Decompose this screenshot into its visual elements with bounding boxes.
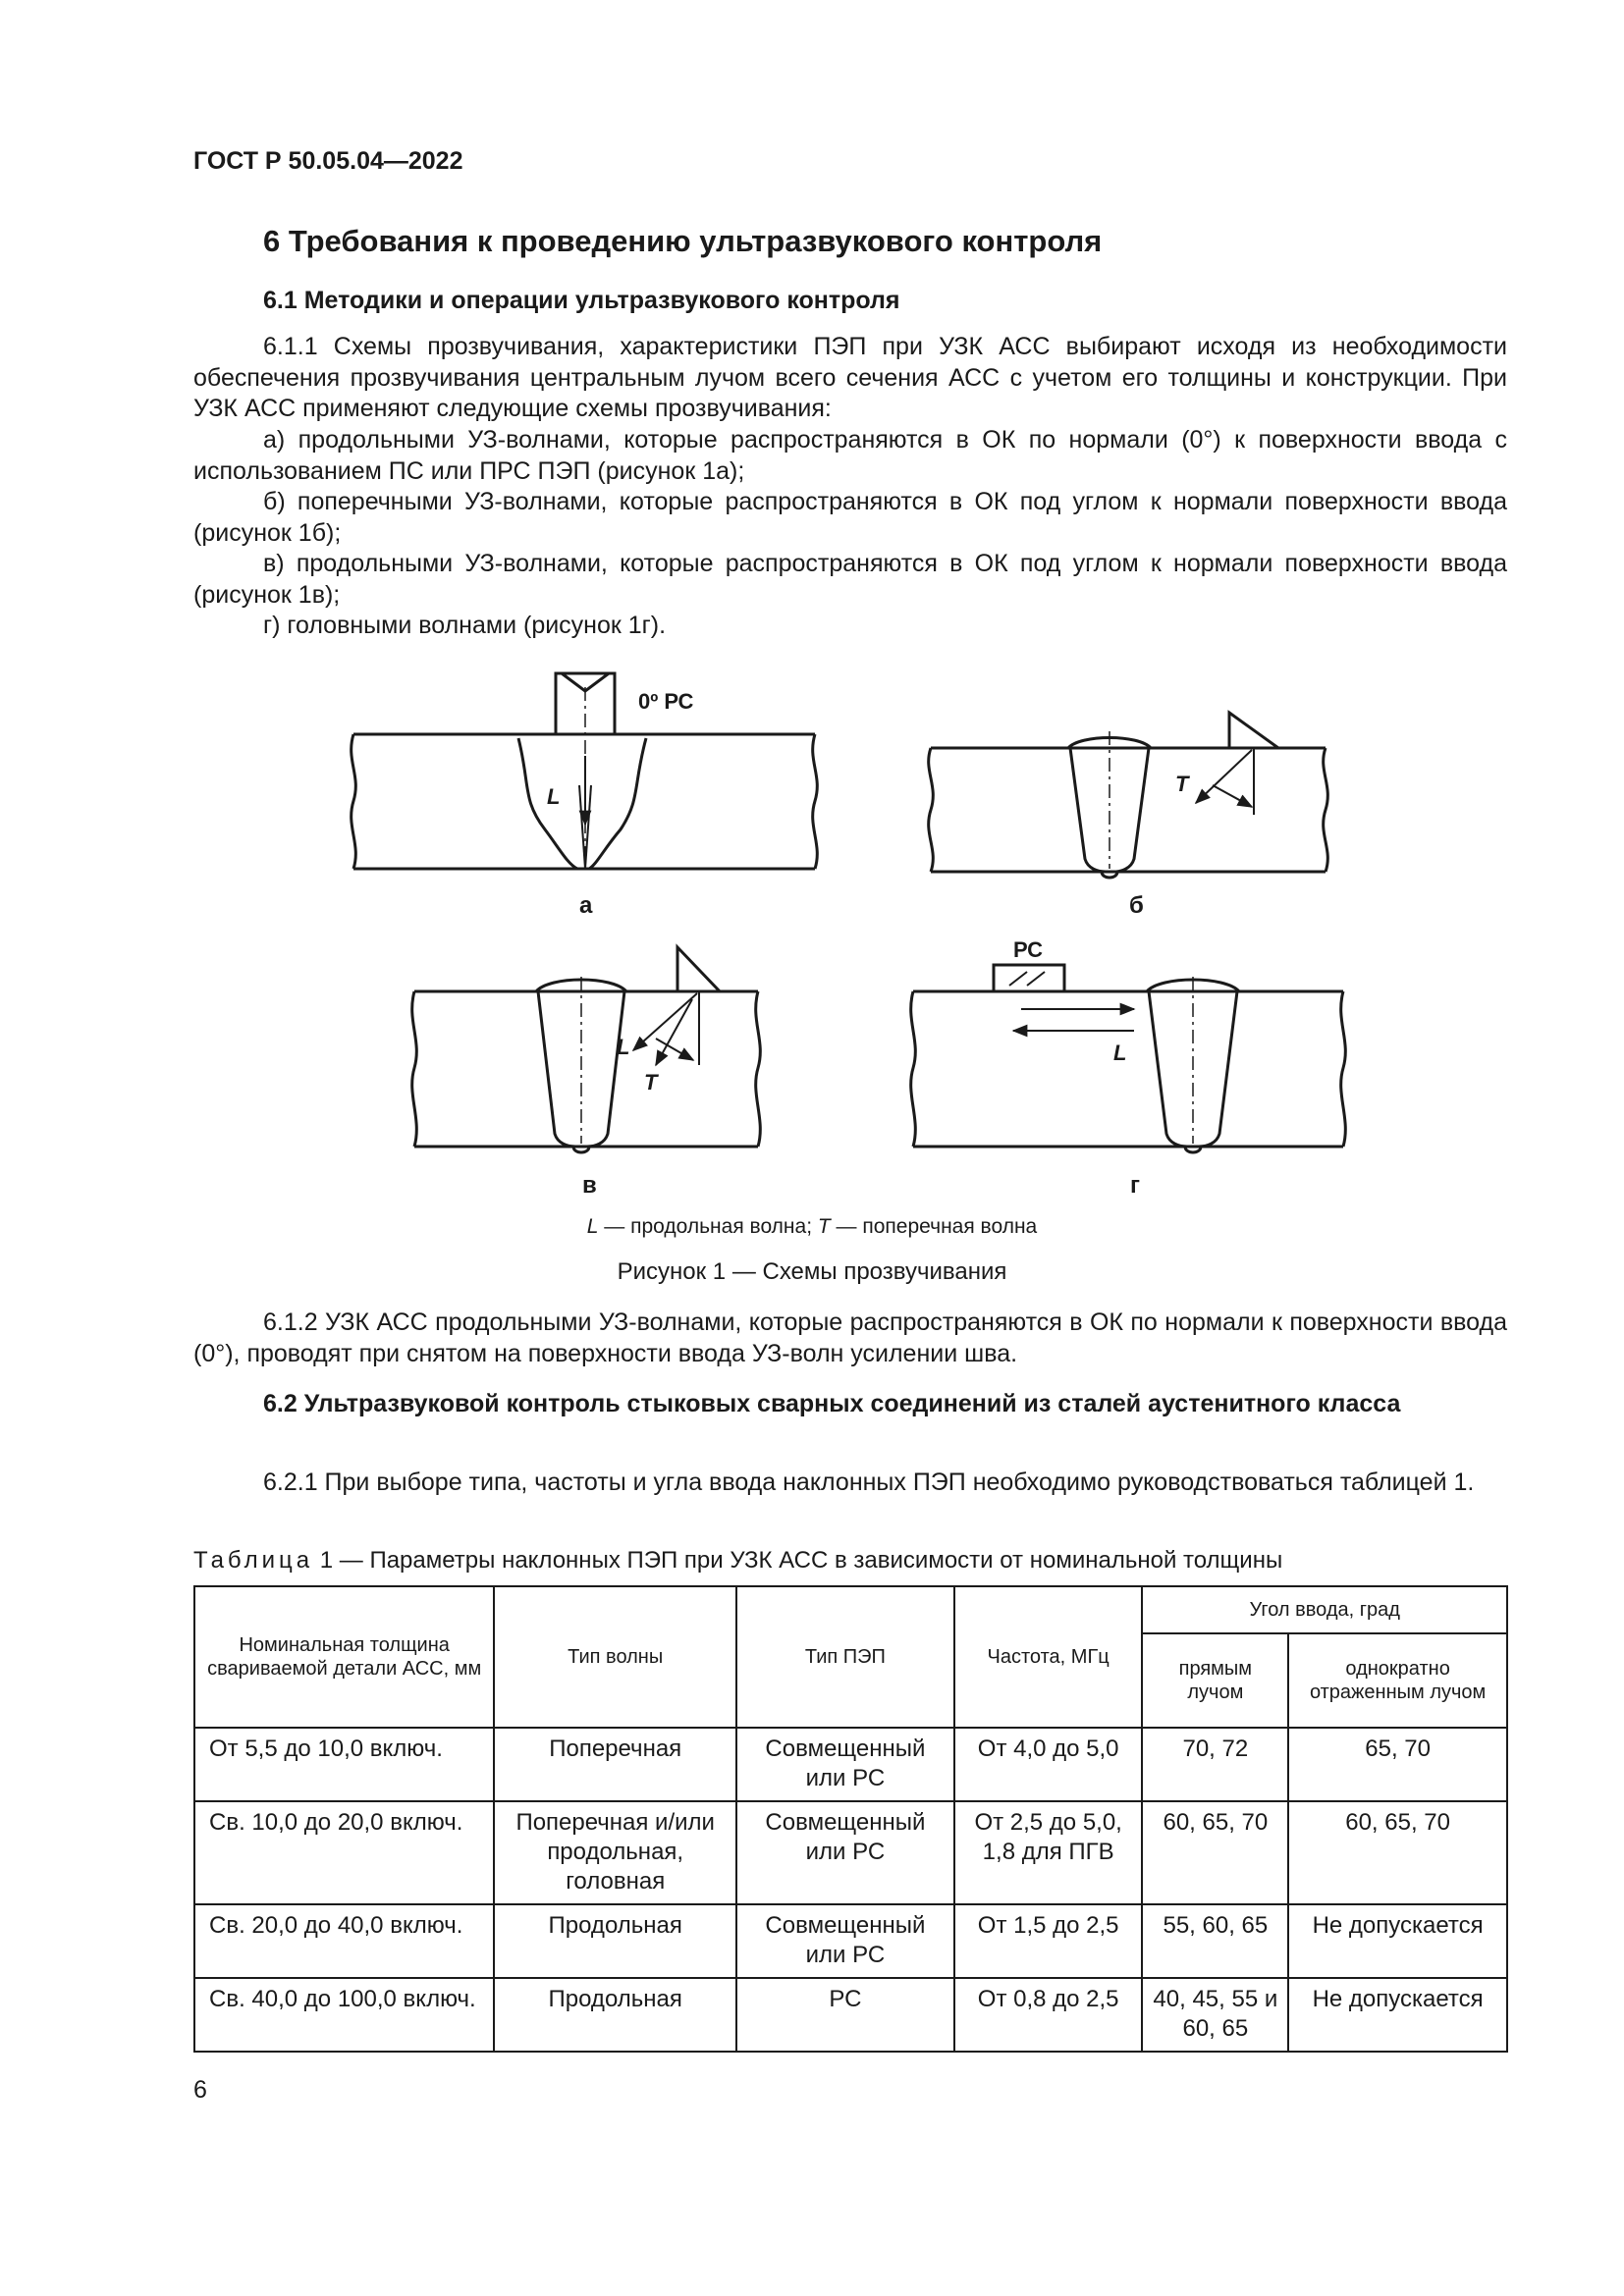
table-1 bbox=[193, 1585, 1508, 2053]
cell-direct: 70, 72 bbox=[1142, 1728, 1288, 1801]
cell-freq: От 2,5 до 5,0, 1,8 для ПГВ bbox=[954, 1801, 1143, 1904]
cell-thickness: Св. 40,0 до 100,0 включ. bbox=[194, 1978, 494, 2052]
scheme-g-plate bbox=[911, 980, 1346, 1152]
paragraph-6-2-1: 6.2.1 При выборе типа, частоты и угла ввода наклонных ПЭП необходимо руководствоваться таблицей 1. bbox=[263, 1468, 1475, 1496]
paragraph-6-1-2: 6.1.2 УЗК АСС продольными УЗ-волнами, которые распространяются в ОК по нормали к поверхности ввода (0°), проводят при снятом на поверхности ввода УЗ-волн усилении шва. bbox=[193, 1308, 1507, 1367]
wave-label-g-L: L bbox=[1113, 1041, 1127, 1065]
cell-freq: От 4,0 до 5,0 bbox=[954, 1728, 1143, 1801]
table-row bbox=[194, 1801, 1507, 1904]
list-item-b: б) поперечными УЗ-волнами, которые распространяются в ОК под углом к нормали поверхности ввода (рисунок 1б); bbox=[193, 488, 1507, 547]
cell-freq: От 0,8 до 2,5 bbox=[954, 1978, 1143, 2052]
figure-caption: Рисунок 1 — Схемы прозвучивания bbox=[617, 1258, 1007, 1285]
cell-freq: От 1,5 до 2,5 bbox=[954, 1904, 1143, 1978]
document-code: ГОСТ Р 50.05.04—2022 bbox=[193, 147, 463, 175]
cell-wave: Поперечная и/или продольная, головная bbox=[494, 1801, 736, 1904]
list-item-v: в) продольными УЗ-волнами, которые распространяются в ОК под углом к нормали поверхности ввода (рисунок 1в); bbox=[193, 550, 1507, 609]
subsection-title-6-2: 6.2 Ультразвуковой контроль стыковых сварных соединений из сталей аустенитного класса bbox=[263, 1390, 1401, 1417]
paragraph-6-1-1: 6.1.1 Схемы прозвучивания, характеристики ПЭП при УЗК АСС выбирают исходя из необходимости обеспечения прозвучивания центральным лучом всего сечения АСС с учетом его толщины и конструкции. При УЗК АСС применяют следующие схемы прозвучивания: bbox=[193, 333, 1507, 422]
list-item-g: г) головными волнами (рисунок 1г). bbox=[263, 612, 667, 639]
cell-pep: Совмещенный или РС bbox=[736, 1904, 954, 1978]
cell-pep: РС bbox=[736, 1978, 954, 2052]
header-wave-type: Тип волны bbox=[494, 1586, 736, 1728]
scheme-label-a: а bbox=[579, 892, 593, 919]
header-reflected-beam: однократно отраженным лучом bbox=[1288, 1633, 1507, 1728]
figure-legend: L — продольная волна; T — поперечная волна bbox=[586, 1215, 1038, 1238]
probe-label-rs: РС bbox=[1013, 937, 1044, 962]
header-frequency: Частота, МГц bbox=[954, 1586, 1143, 1728]
cell-reflected: 60, 65, 70 bbox=[1288, 1801, 1507, 1904]
cell-wave: Продольная bbox=[494, 1904, 736, 1978]
page-number: 6 bbox=[193, 2076, 207, 2104]
cell-reflected: 65, 70 bbox=[1288, 1728, 1507, 1801]
scheme-v-plate bbox=[412, 980, 761, 1152]
probe-label-0-rs: 0º РС bbox=[638, 689, 694, 714]
scheme-b-plate bbox=[929, 738, 1328, 879]
table-row bbox=[194, 1978, 1507, 2052]
cell-reflected: Не допускается bbox=[1288, 1978, 1507, 2052]
cell-thickness: От 5,5 до 10,0 включ. bbox=[194, 1728, 494, 1801]
wave-label-b-T: T bbox=[1175, 772, 1189, 796]
header-angle: Угол ввода, град bbox=[1142, 1586, 1507, 1633]
header-direct-beam: прямым лучом bbox=[1142, 1633, 1288, 1728]
wave-label-v-T: T bbox=[644, 1070, 658, 1095]
table-title: Таблица 1 — Параметры наклонных ПЭП при УЗК АСС в зависимости от номинальной толщины bbox=[193, 1547, 1283, 1574]
list-item-a: а) продольными УЗ-волнами, которые распространяются в ОК по нормали (0°) к поверхности ввода с использованием ПС или ПРС ПЭП (рисунок 1а); bbox=[193, 426, 1507, 485]
scheme-label-b: б bbox=[1129, 892, 1144, 919]
header-thickness: Номинальная толщина свариваемой детали АСС, мм bbox=[194, 1586, 494, 1728]
scheme-label-v: в bbox=[582, 1172, 597, 1199]
wave-label-a-L: L bbox=[547, 784, 561, 809]
scheme-label-g: г bbox=[1130, 1172, 1140, 1199]
cell-thickness: Св. 20,0 до 40,0 включ. bbox=[194, 1904, 494, 1978]
cell-reflected: Не допускается bbox=[1288, 1904, 1507, 1978]
table-row bbox=[194, 1904, 1507, 1978]
cell-pep: Совмещенный или РС bbox=[736, 1728, 954, 1801]
subsection-title-6-1: 6.1 Методики и операции ультразвукового контроля bbox=[263, 287, 900, 314]
cell-pep: Совмещенный или РС bbox=[736, 1801, 954, 1904]
cell-thickness: Св. 10,0 до 20,0 включ. bbox=[194, 1801, 494, 1904]
header-pep-type: Тип ПЭП bbox=[736, 1586, 954, 1728]
cell-direct: 55, 60, 65 bbox=[1142, 1904, 1288, 1978]
section-title: 6 Требования к проведению ультразвукового контроля bbox=[263, 224, 1103, 258]
cell-direct: 60, 65, 70 bbox=[1142, 1801, 1288, 1904]
cell-wave: Поперечная bbox=[494, 1728, 736, 1801]
wave-label-v-L: L bbox=[617, 1035, 630, 1059]
table-row bbox=[194, 1728, 1507, 1801]
cell-direct: 40, 45, 55 и 60, 65 bbox=[1142, 1978, 1288, 2052]
cell-wave: Продольная bbox=[494, 1978, 736, 2052]
